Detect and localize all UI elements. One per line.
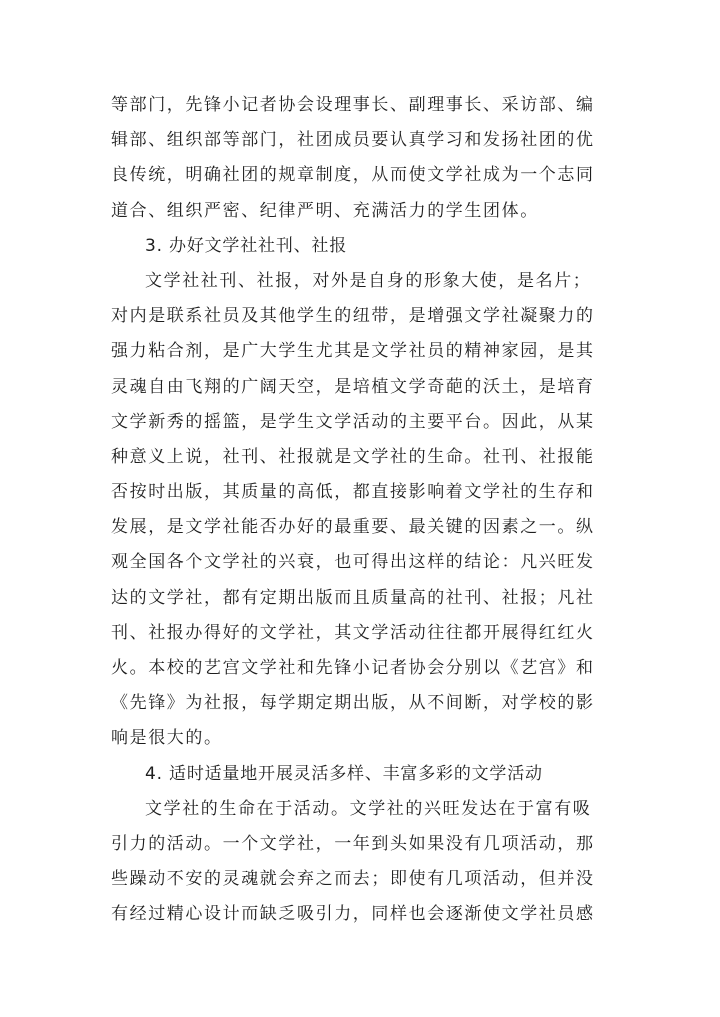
paragraph-line: 响是很大的。 [111,728,223,749]
paragraph-line: 强力粘合剂，是广大学生尤其是文学社员的精神家园，是其 [111,341,595,362]
document-body [111,88,611,933]
paragraph-line: 道合、组织严密、纪律严明、充满活力的学生团体。 [111,200,539,221]
paragraph-line: 发展，是文学社能否办好的最重要、最关键的因素之一。纵 [111,517,595,538]
section-heading: 3. 办好文学社社刊、社报 [145,235,348,256]
paragraph-line: 灵魂自由飞翔的广阔天空，是培植文学奇葩的沃土，是培育 [111,376,595,397]
paragraph-line: 有经过精心设计而缺乏吸引力，同样也会逐渐使文学社员感 [111,904,595,925]
paragraph-line: 文学新秀的摇篮，是学生文学活动的主要平台。因此，从某 [111,411,595,432]
paragraph-line: 等部门，先锋小记者协会设理事长、副理事长、采访部、编 [111,95,595,115]
paragraph-first-line: 文学社社刊、社报，对外是自身的形象大使，是名片； [145,270,592,291]
paragraph-line: 引力的活动。一个文学社，一年到头如果没有几项活动，那 [111,833,595,854]
paragraph-line: 《先锋》为社报，每学期定期出版，从不间断，对学校的影 [111,693,595,714]
paragraph-line: 达的文学社，都有定期出版而且质量高的社刊、社报；凡社 [111,587,595,608]
section-heading: 4. 适时适量地开展灵活多样、丰富多彩的文学活动 [145,763,543,784]
paragraph-line: 辑部、组织部等部门，社团成员要认真学习和发扬社团的优 [111,130,595,151]
paragraph-line: 对内是联系社员及其他学生的纽带，是增强文学社凝聚力的 [111,306,595,327]
paragraph-line: 良传统，明确社团的规章制度，从而使文学社成为一个志同 [111,165,595,186]
paragraph-line: 种意义上说，社刊、社报就是文学社的生命。社刊、社报能 [111,446,595,467]
paragraph-line: 观全国各个文学社的兴衰，也可得出这样的结论：凡兴旺发 [111,552,595,573]
paragraph-line: 否按时出版，其质量的高低，都直接影响着文学社的生存和 [111,482,595,503]
paragraph-first-line: 文学社的生命在于活动。文学社的兴旺发达在于富有吸 [145,798,592,819]
paragraph-line: 些躁动不安的灵魂就会弃之而去；即使有几项活动，但并没 [111,869,595,890]
paragraph-line: 火。本校的艺宫文学社和先锋小记者协会分别以《艺宫》和 [111,658,595,678]
paragraph-line: 刊、社报办得好的文学社，其文学活动往往都开展得红红火 [111,622,595,643]
